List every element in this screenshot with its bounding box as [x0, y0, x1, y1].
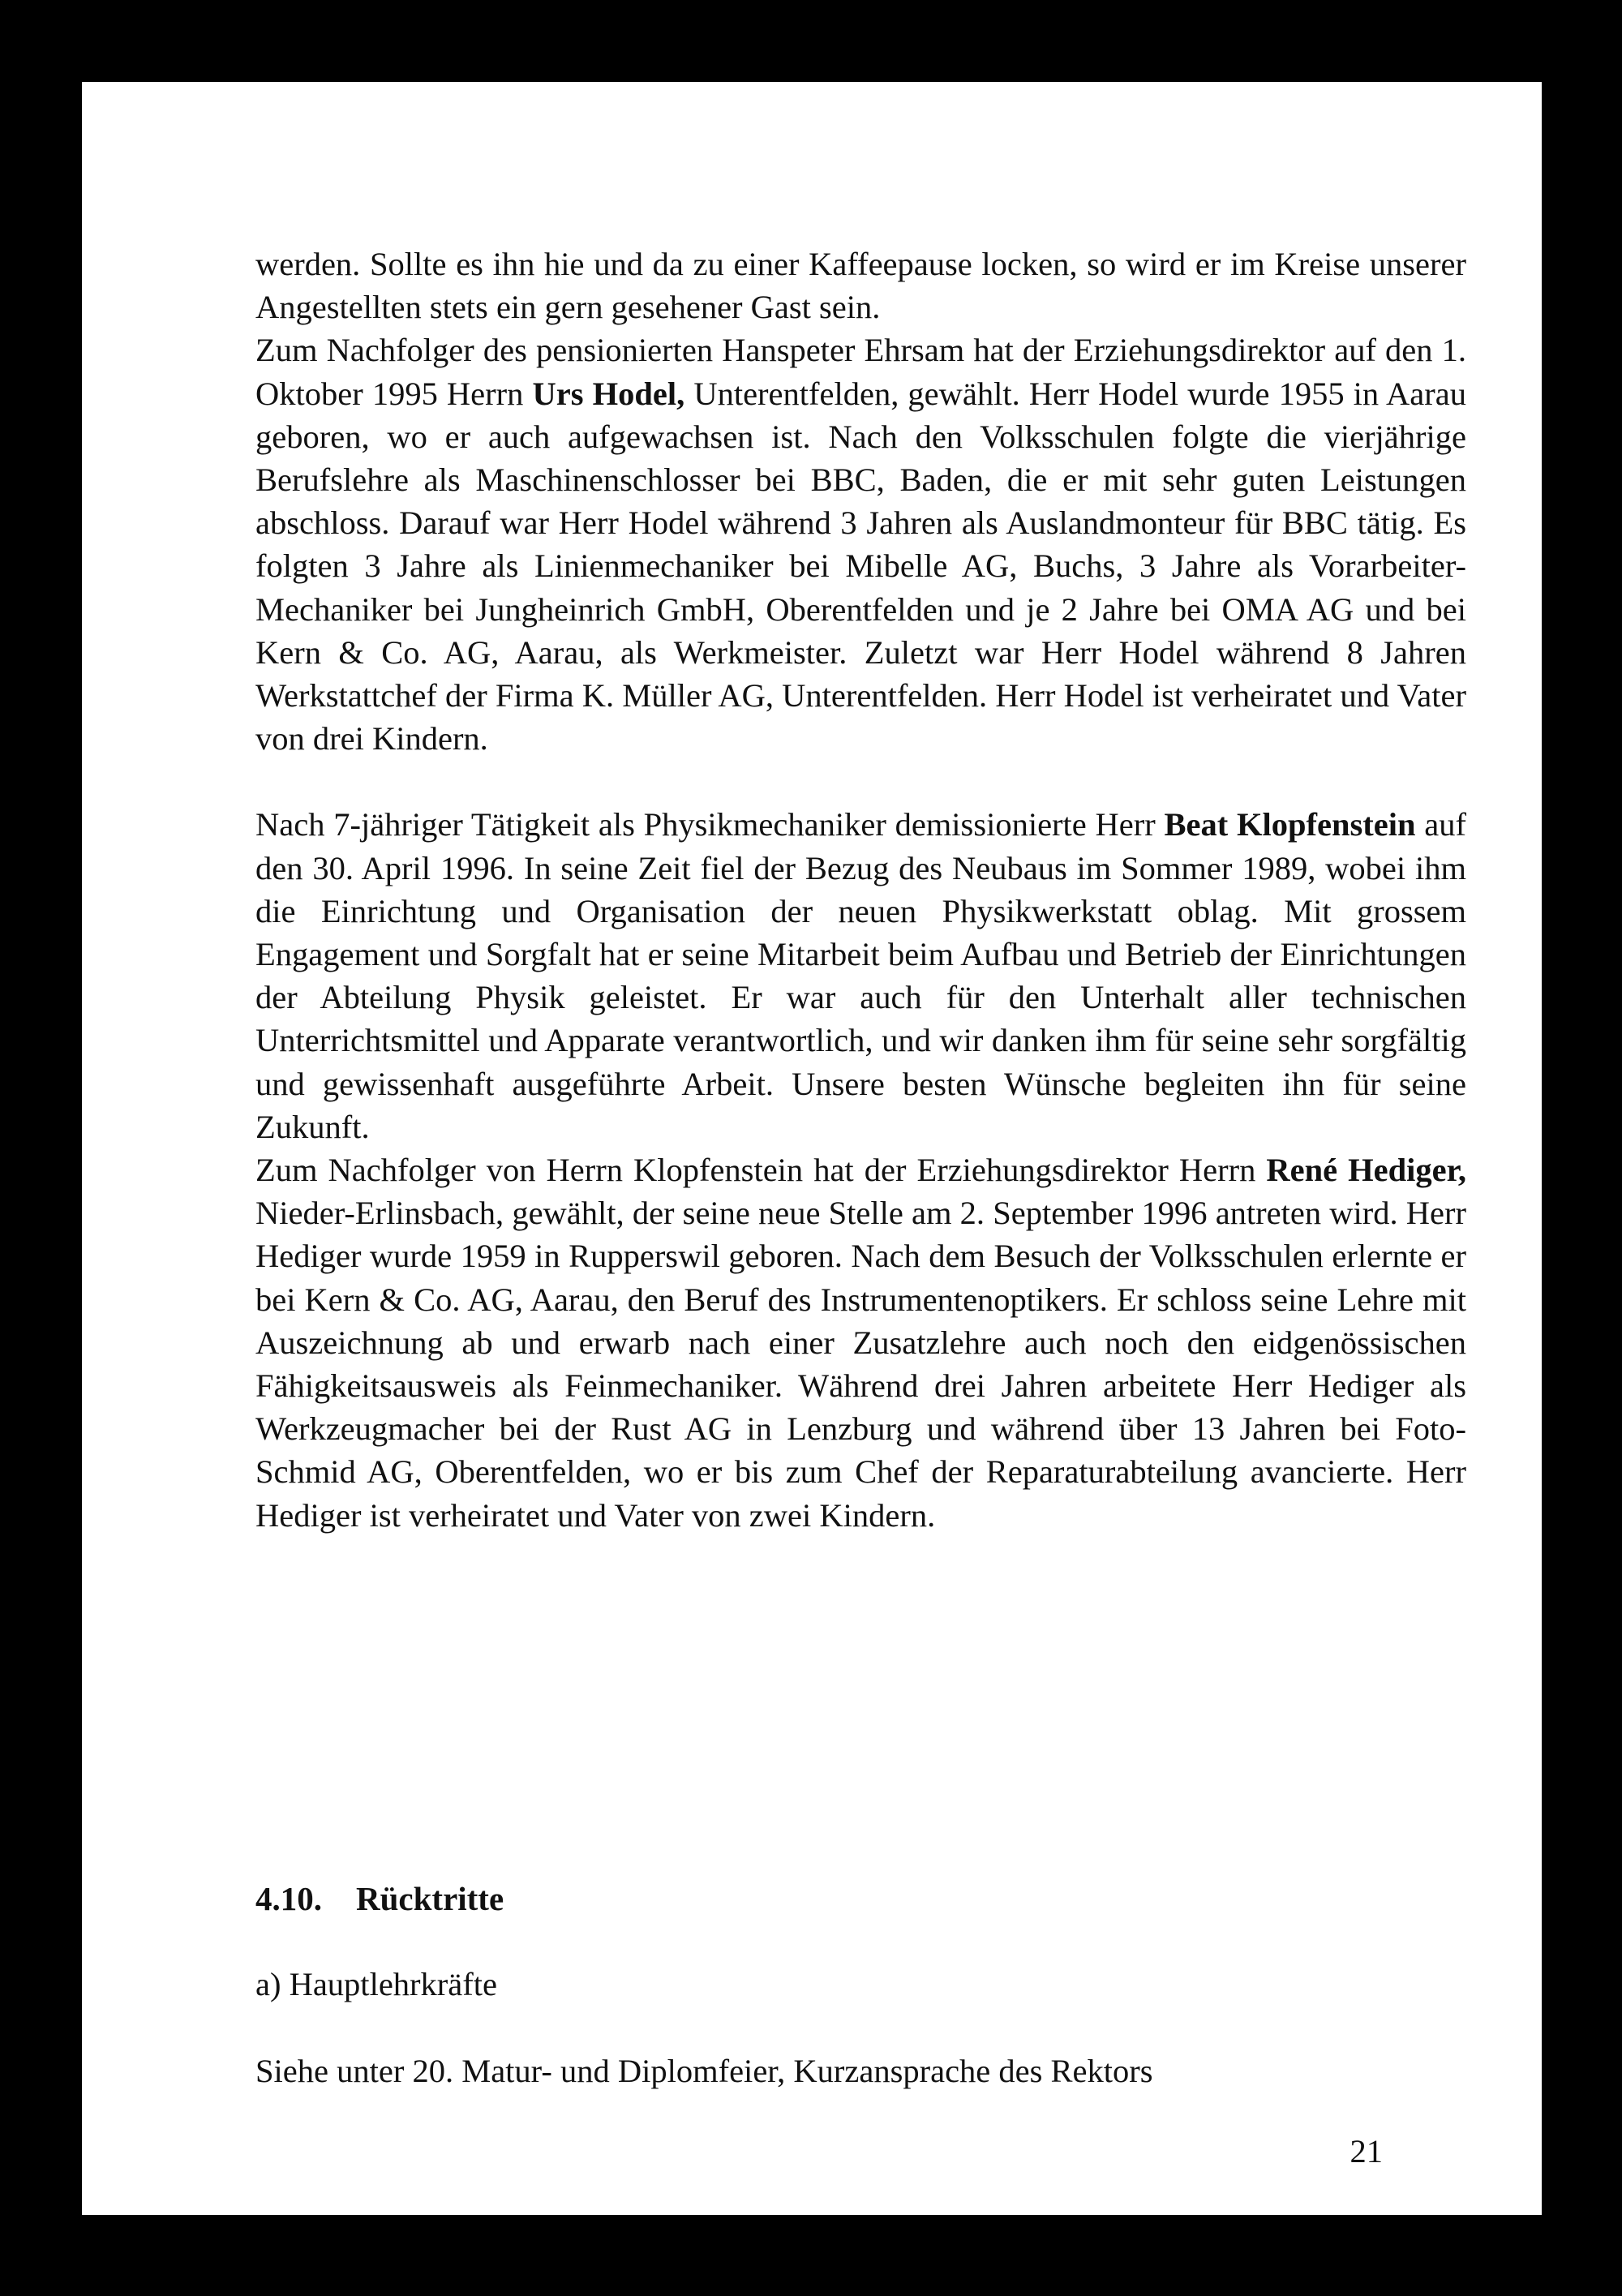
paragraph-3-before: Nach 7-jähriger Tätigkeit als Physikmechaniker demissionierte Herr: [255, 806, 1165, 843]
paragraph-2: [255, 328, 1466, 760]
page-number: 21: [1350, 2133, 1383, 2169]
paragraph-3-after: auf den 30. April 1996. In seine Zeit fiel der Bezug des Neubaus im Sommer 1989, wobei ihm die Einrichtung und Organisation der neuen Physikwerkstatt oblag. Mit grossem Engagement und Sorgfalt hat er seine Mitarbeit beim Aufbau und Betrieb der Einrichtungen der Abteilung Physik geleistet. Er war auch für den Unterhalt aller technischen Unterrichtsmittel und Apparate verantwortlich, und wir danken ihm für seine sehr sorgfältig und gewissenhaft ausgeführte Arbeit. Unsere besten Wünsche begleiten ihn für seine Zukunft.: [255, 806, 1466, 1145]
subsection-label: a) Hauptlehrkräfte: [255, 1966, 497, 2002]
section-number: 4.10.: [255, 1880, 322, 1917]
body-text: [255, 242, 1466, 1537]
paragraph-4: [255, 1148, 1466, 1537]
paragraph-3: [255, 803, 1466, 1148]
paragraph-1: [255, 242, 1466, 328]
name-rene-hediger: René Hediger,: [1266, 1152, 1466, 1189]
paragraph-4-before: Zum Nachfolger von Herrn Klopfenstein hat der Erziehungsdirektor Herrn: [255, 1152, 1267, 1189]
section-title: Rücktritte: [356, 1880, 504, 1917]
paragraph-2-before: Zum Nachfolger des pensionierten Hanspeter Ehrsam hat der Erziehungsdirektor auf den 1. Oktober 1995 Herrn: [255, 332, 1466, 412]
document-page: [82, 82, 1542, 2215]
paragraph-gap: [255, 760, 1466, 803]
name-beat-klopfenstein: Beat Klopfenstein: [1164, 806, 1416, 843]
paragraph-4-after: Nieder-Erlinsbach, gewählt, der seine neue Stelle am 2. September 1996 antreten wird. Herr Hediger wurde 1959 in Rupperswil geboren. Nach dem Besuch der Volksschulen erlernte er bei Kern & Co. AG, Aarau, den Beruf des Instrumentenoptikers. Er schloss seine Lehre mit Auszeichnung ab und erwarb nach einer Zusatzlehre auch noch den eidgenössischen Fähigkeitsausweis als Feinmechaniker. Während drei Jahren arbeitete Herr Hediger als Werkzeugmacher bei der Rust AG in Lenzburg und während über 13 Jahren bei Foto-Schmid AG, Oberentfelden, wo er bis zum Chef der Reparaturabteilung avancierte. Herr Hediger ist verheiratet und Vater von zwei Kindern.: [255, 1195, 1466, 1534]
paragraph-1-text: werden. Sollte es ihn hie und da zu einer Kaffeepause locken, so wird er im Kreise unserer Angestellten stets ein gern gesehener Gast sein.: [255, 246, 1466, 326]
name-urs-hodel: Urs Hodel,: [532, 375, 685, 412]
reference-text: Siehe unter 20. Matur- und Diplomfeier, Kurzansprache des Rektors: [255, 2053, 1153, 2089]
section-heading: [255, 1878, 504, 1920]
paragraph-2-after: Unterentfelden, gewählt. Herr Hodel wurde 1955 in Aarau geboren, wo er auch aufgewachsen ist. Nach den Volksschulen folgte die vierjährige Berufslehre als Maschinenschlosser bei BBC, Baden, die er mit sehr guten Leistungen abschloss. Darauf war Herr Hodel während 3 Jahren als Auslandmonteur für BBC tätig. Es folgten 3 Jahre als Linienmechaniker bei Mibelle AG, Buchs, 3 Jahre als Vorarbeiter-Mechaniker bei Jungheinrich GmbH, Oberentfelden und je 2 Jahre bei OMA AG und bei Kern & Co. AG, Aarau, als Werkmeister. Zuletzt war Herr Hodel während 8 Jahren Werkstattchef der Firma K. Müller AG, Unterentfelden. Herr Hodel ist verheiratet und Vater von drei Kindern.: [255, 375, 1466, 757]
